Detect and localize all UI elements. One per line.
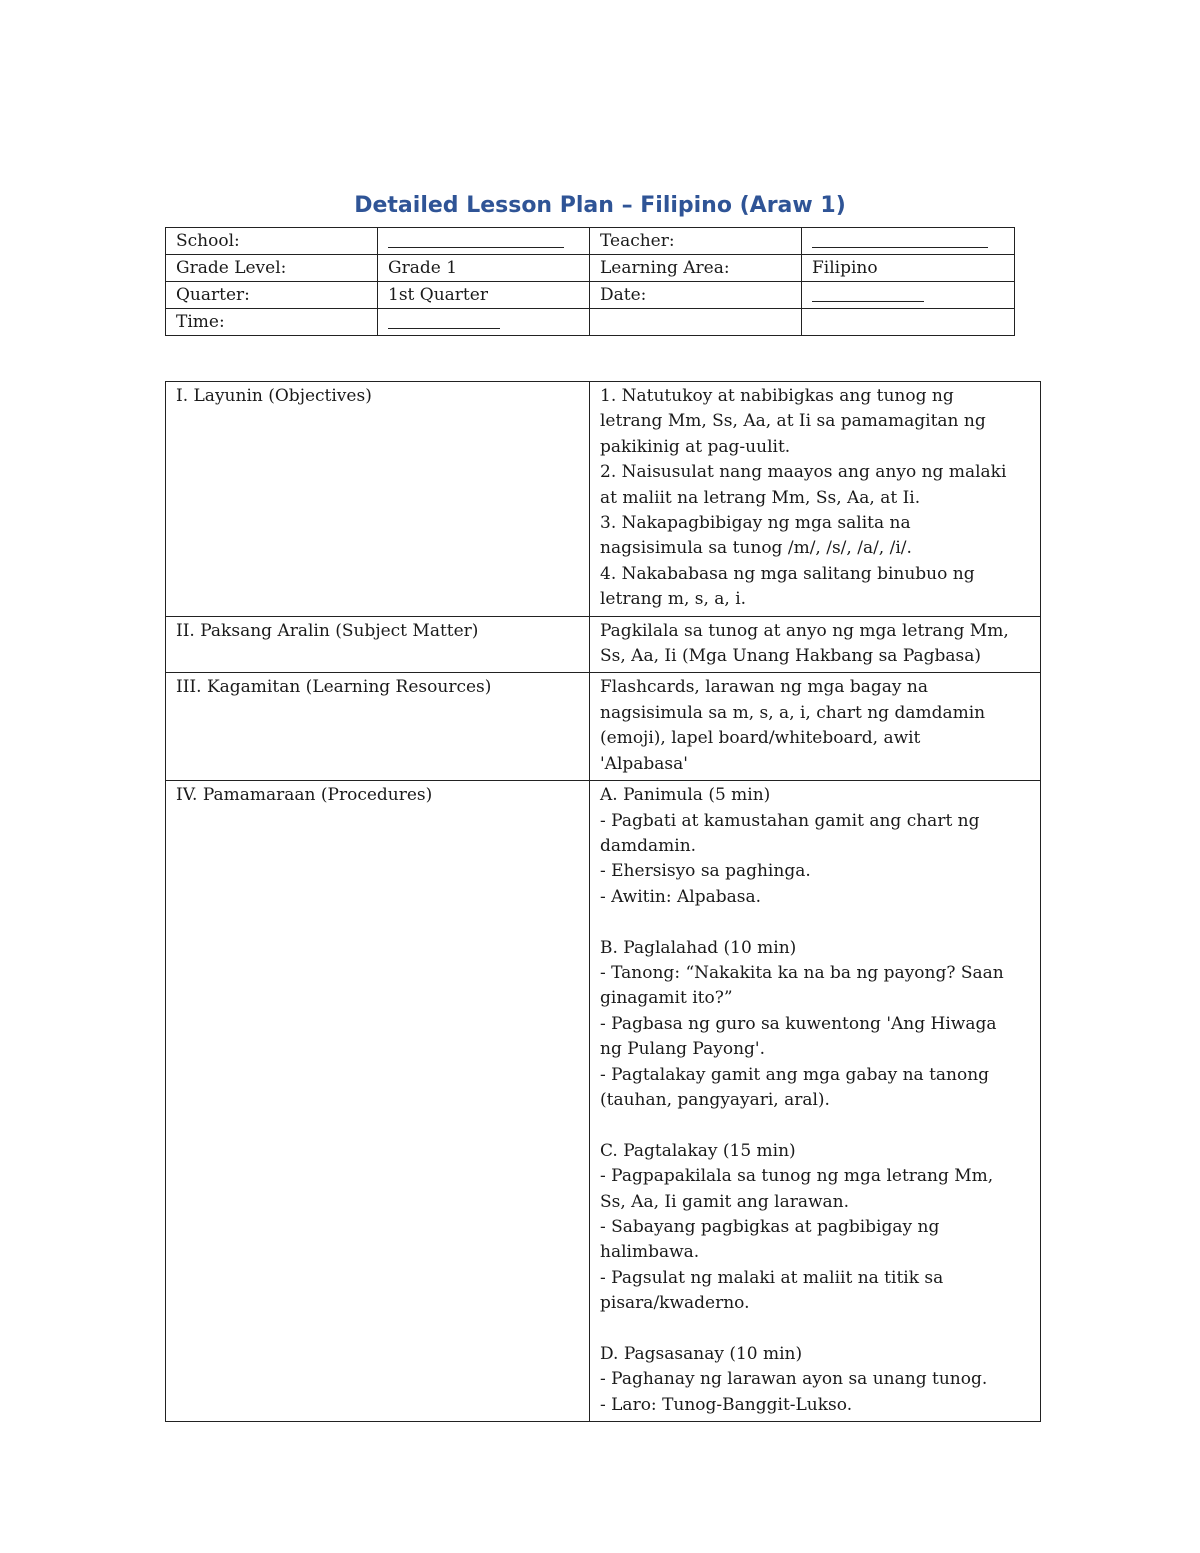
text-line: - Pagbasa ng guro sa kuwentong 'Ang Hiwaga <box>600 1013 997 1034</box>
school-blank-line <box>388 228 564 248</box>
text-line: at maliit na letrang Mm, Ss, Aa, at Ii. <box>600 487 921 508</box>
pagsasanay-block <box>600 1342 1030 1418</box>
info-row-quarter <box>166 282 1015 309</box>
text-line: pakikinig at pag-uulit. <box>600 436 791 457</box>
text-line: letrang m, s, a, i. <box>600 589 747 610</box>
text-line: - Pagpapakilala sa tunog ng mga letrang Mm, <box>600 1166 994 1187</box>
quarter-label: Quarter: <box>166 282 378 309</box>
text-line: 4. Nakababasa ng mga salitang binubuo ng <box>600 563 975 584</box>
info-row-time <box>166 309 1015 336</box>
text-line: - Pagsulat ng malaki at maliit na titik sa <box>600 1267 944 1288</box>
subject-matter-label: II. Paksang Aralin (Subject Matter) <box>166 616 590 673</box>
info-table <box>165 227 1015 336</box>
pagtalakay-block <box>600 1139 1030 1317</box>
text-line: B. Paglalahad (10 min) <box>600 937 797 958</box>
panimula-block <box>600 783 1030 910</box>
empty-cell <box>590 309 802 336</box>
teacher-blank-line <box>812 228 988 248</box>
text-line: A. Panimula (5 min) <box>600 785 771 806</box>
text-line: halimbawa. <box>600 1242 700 1263</box>
time-blank-line <box>388 309 500 329</box>
lesson-table <box>165 381 1041 1422</box>
procedures-label: IV. Pamamaraan (Procedures) <box>166 781 590 1422</box>
resources-label: III. Kagamitan (Learning Resources) <box>166 673 590 781</box>
spacer <box>600 1113 1030 1138</box>
text-line: 2. Naisusulat nang maayos ang anyo ng malaki <box>600 462 1007 483</box>
text-line: Flashcards, larawan ng mga bagay na <box>600 677 929 698</box>
text-line: 3. Nakapagbibigay ng mga salita na <box>600 513 911 534</box>
time-label: Time: <box>166 309 378 336</box>
date-blank-line <box>812 282 924 302</box>
time-value <box>378 309 590 336</box>
text-line: pisara/kwaderno. <box>600 1293 750 1314</box>
text-line: damdamin. <box>600 835 697 856</box>
objectives-label: I. Layunin (Objectives) <box>166 382 590 617</box>
text-line: Ss, Aa, Ii gamit ang larawan. <box>600 1191 850 1212</box>
objectives-row <box>166 382 1041 617</box>
text-line: - Laro: Tunog-Banggit-Lukso. <box>600 1394 853 1415</box>
grade-level-label: Grade Level: <box>166 255 378 282</box>
text-line: - Pagtalakay gamit ang mga gabay na tanong <box>600 1064 990 1085</box>
text-line: nagsisimula sa tunog /m/, /s/, /a/, /i/. <box>600 538 912 559</box>
procedures-row <box>166 781 1041 1422</box>
page-title: Detailed Lesson Plan – Filipino (Araw 1) <box>354 193 846 218</box>
school-value <box>378 228 590 255</box>
spacer <box>600 1317 1030 1342</box>
teacher-value <box>802 228 1015 255</box>
grade-level-value: Grade 1 <box>378 255 590 282</box>
text-line: ginagamit ito?” <box>600 988 733 1009</box>
resources-content <box>590 673 1041 781</box>
text-line: - Pagbati at kamustahan gamit ang chart ng <box>600 810 980 831</box>
date-value <box>802 282 1015 309</box>
resources-row <box>166 673 1041 781</box>
teacher-label: Teacher: <box>590 228 802 255</box>
procedures-content <box>590 781 1041 1422</box>
text-line: - Tanong: “Nakakita ka na ba ng payong? Saan <box>600 962 1004 983</box>
learning-area-value: Filipino <box>802 255 1015 282</box>
text-line: D. Pagsasanay (10 min) <box>600 1343 803 1364</box>
text-line: - Ehersisyo sa paghinga. <box>600 861 811 882</box>
text-line: Pagkilala sa tunog at anyo ng mga letrang Mm, <box>600 620 1009 641</box>
text-line: (emoji), lapel board/whiteboard, awit <box>600 728 921 749</box>
spacer <box>600 910 1030 935</box>
text-line: - Awitin: Alpabasa. <box>600 886 762 907</box>
date-label: Date: <box>590 282 802 309</box>
text-line: - Sabayang pagbigkas at pagbibigay ng <box>600 1216 940 1237</box>
text-line: 'Alpabasa' <box>600 753 688 774</box>
subject-matter-row <box>166 616 1041 673</box>
text-line: - Paghanay ng larawan ayon sa unang tunog. <box>600 1369 988 1390</box>
school-label: School: <box>166 228 378 255</box>
text-line: 1. Natutukoy at nabibigkas ang tunog ng <box>600 386 954 406</box>
learning-area-label: Learning Area: <box>590 255 802 282</box>
text-line: nagsisimula sa m, s, a, i, chart ng damdamin <box>600 702 986 723</box>
objectives-content <box>590 382 1041 617</box>
info-row-grade <box>166 255 1015 282</box>
quarter-value: 1st Quarter <box>378 282 590 309</box>
subject-matter-content <box>590 616 1041 673</box>
paglalahad-block <box>600 936 1030 1114</box>
empty-cell <box>802 309 1015 336</box>
text-line: letrang Mm, Ss, Aa, at Ii sa pamamagitan ng <box>600 411 986 432</box>
text-line: Ss, Aa, Ii (Mga Unang Hakbang sa Pagbasa) <box>600 646 982 667</box>
text-line: C. Pagtalakay (15 min) <box>600 1140 796 1161</box>
text-line: ng Pulang Payong'. <box>600 1039 765 1060</box>
text-line: (tauhan, pangyayari, aral). <box>600 1089 830 1110</box>
info-row-school <box>166 228 1015 255</box>
